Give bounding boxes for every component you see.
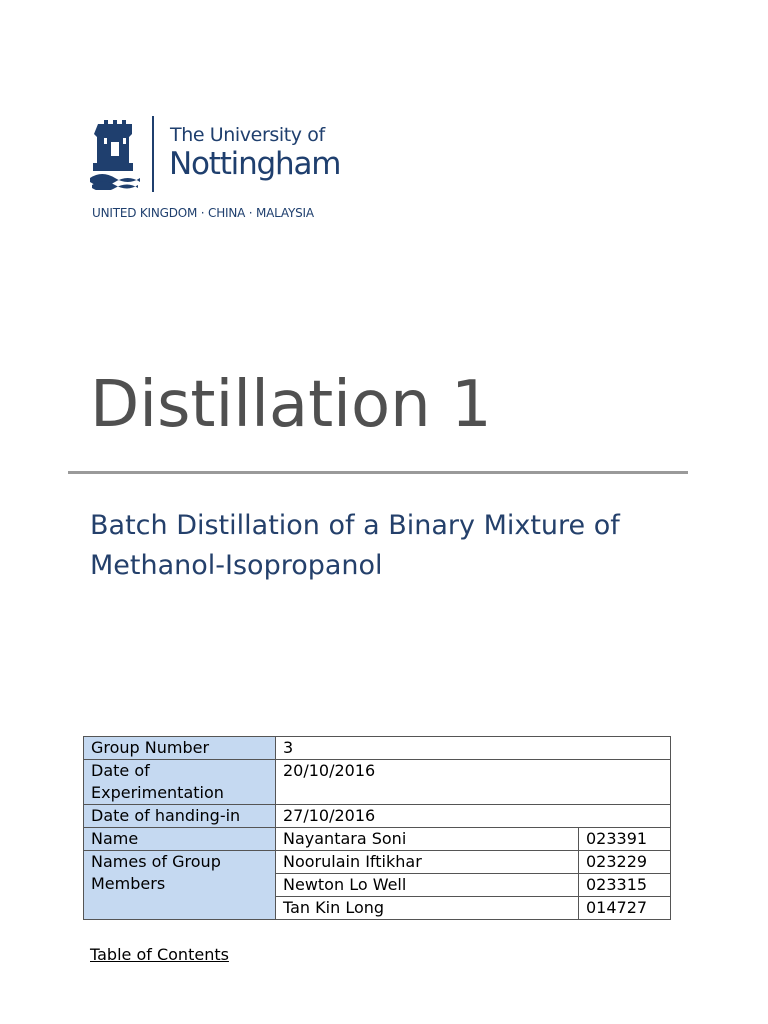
- date-experimentation-value: 20/10/2016: [276, 760, 671, 805]
- name-label: Name: [84, 828, 276, 851]
- member-name: Noorulain Iftikhar: [276, 851, 579, 874]
- member-name: Tan Kin Long: [276, 897, 579, 920]
- document-title: Distillation 1: [90, 368, 492, 442]
- member-name: Newton Lo Well: [276, 874, 579, 897]
- logo-divider: [152, 116, 154, 192]
- member-id: 014727: [579, 897, 671, 920]
- table-of-contents-heading[interactable]: Table of Contents: [90, 945, 229, 964]
- date-experimentation-label: Date of Experimentation: [84, 760, 276, 805]
- group-number-value: 3: [276, 737, 671, 760]
- title-divider: [68, 471, 688, 474]
- table-row: [84, 851, 671, 874]
- date-handin-label: Date of handing-in: [84, 805, 276, 828]
- name-value: Nayantara Soni: [276, 828, 579, 851]
- group-members-label: Names of Group Members: [84, 851, 276, 920]
- university-crest-icon: [90, 118, 140, 190]
- university-name-line1: The University of: [170, 124, 325, 146]
- document-subtitle: Batch Distillation of a Binary Mixture of Methanol-Isopropanol: [90, 510, 620, 581]
- table-row: [84, 805, 671, 828]
- table-row: [84, 760, 671, 805]
- member-id: 023229: [579, 851, 671, 874]
- university-name-line2: Nottingham: [169, 146, 341, 182]
- group-info-table: [83, 736, 671, 920]
- university-logo: [90, 116, 340, 226]
- group-number-label: Group Number: [84, 737, 276, 760]
- university-tagline: UNITED KINGDOM · CHINA · MALAYSIA: [92, 206, 314, 220]
- table-row: [84, 828, 671, 851]
- date-handin-value: 27/10/2016: [276, 805, 671, 828]
- member-id: 023315: [579, 874, 671, 897]
- table-row: [84, 737, 671, 760]
- name-id-value: 023391: [579, 828, 671, 851]
